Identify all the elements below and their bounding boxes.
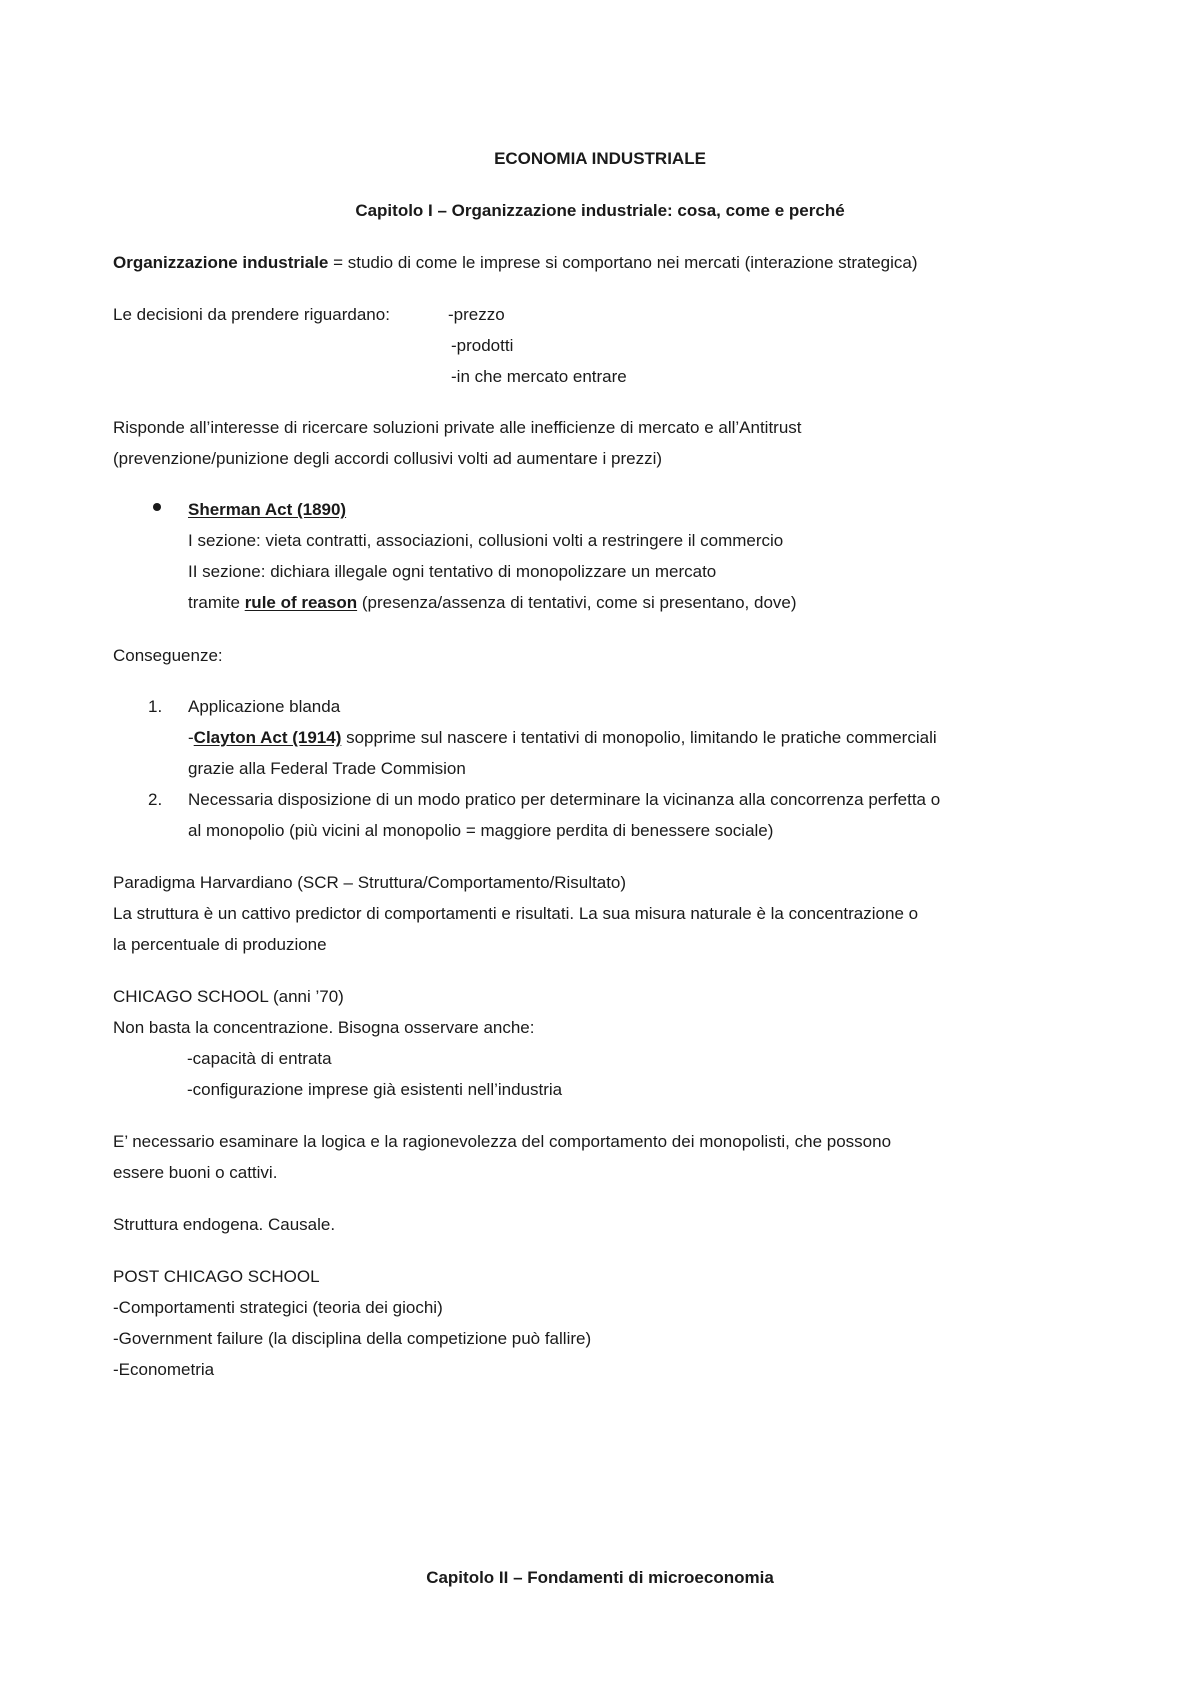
chicago-item: -capacità di entrata: [187, 1049, 332, 1068]
harvard-paradigm: Paradigma Harvardiano (SCR – Struttura/Comportamento/Risultato): [113, 873, 627, 892]
harvard-line: La struttura è un cattivo predictor di comportamenti e risultati. La sua misura naturale è la concentrazione o: [113, 904, 919, 923]
clayton-act-line: -Clayton Act (1914) sopprime sul nascere i tentativi di monopolio, limitando le pratiche commerciali: [188, 728, 937, 747]
definition-text: = studio di come le imprese si comportano nei mercati (interazione strategica): [328, 253, 918, 272]
sherman-line: II sezione: dichiara illegale ogni tentativo di monopolizzare un mercato: [188, 562, 717, 581]
rule-of-reason-term: rule of reason: [244, 593, 358, 612]
definition-term: Organizzazione industriale: [113, 253, 329, 272]
definition-paragraph: [113, 247, 918, 278]
clayton-act-term: Clayton Act (1914): [193, 728, 342, 747]
chicago-paragraph: E’ necessario esaminare la logica e la ragionevolezza del comportamento dei monopolisti, che possono: [113, 1132, 892, 1151]
chicago-conclusion: Struttura endogena. Causale.: [113, 1215, 336, 1234]
harvard-line: la percentuale di produzione: [113, 935, 327, 954]
consequence-item-2: Necessaria disposizione di un modo pratico per determinare la vicinanza alla concorrenza perfetta o: [188, 790, 941, 809]
consequence-item-2-line-2: al monopolio (più vicini al monopolio = maggiore perdita di benessere sociale): [188, 821, 774, 840]
post-chicago-item: -Government failure (la disciplina della competizione può fallire): [113, 1329, 592, 1348]
chicago-paragraph: essere buoni o cattivi.: [113, 1163, 278, 1182]
bullet-dot-icon: [153, 503, 161, 511]
list-number: 1.: [148, 697, 163, 716]
chicago-line: Non basta la concentrazione. Bisogna osservare anche:: [113, 1018, 535, 1037]
clayton-act-line-2: grazie alla Federal Trade Commision: [188, 759, 466, 778]
sherman-line: I sezione: vieta contratti, associazioni, collusioni volti a restringere il commercio: [188, 531, 784, 550]
post-chicago-item: -Econometria: [113, 1360, 215, 1379]
purpose-line: Risponde all’interesse di ricercare soluzioni private alle inefficienze di mercato e all’Antitrust: [113, 418, 802, 437]
chapter-1-title: Capitolo I – Organizzazione industriale: cosa, come e perché: [355, 201, 845, 220]
document-title: ECONOMIA INDUSTRIALE: [494, 149, 706, 168]
sherman-act-title: Sherman Act (1890): [188, 500, 347, 519]
chicago-school-title: CHICAGO SCHOOL (anni ’70): [113, 987, 344, 1006]
list-number: 2.: [148, 790, 163, 809]
decision-item: -prodotti: [451, 336, 514, 355]
sherman-line: tramite rule of reason (presenza/assenza di tentativi, come si presentano, dove): [188, 593, 797, 612]
decision-item: -in che mercato entrare: [451, 367, 627, 386]
chicago-item: -configurazione imprese già esistenti nell’industria: [187, 1080, 563, 1099]
chapter-2-title: Capitolo II – Fondamenti di microeconomia: [426, 1568, 774, 1587]
purpose-line: (prevenzione/punizione degli accordi collusivi volti ad aumentare i prezzi): [113, 449, 663, 468]
post-chicago-title: POST CHICAGO SCHOOL: [113, 1267, 320, 1286]
decisions-label: Le decisioni da prendere riguardano:: [113, 305, 390, 324]
consequences-label: Conseguenze:: [113, 646, 223, 665]
post-chicago-item: -Comportamenti strategici (teoria dei giochi): [113, 1298, 443, 1317]
consequence-item-1: Applicazione blanda: [188, 697, 341, 716]
decision-item: -prezzo: [448, 305, 505, 324]
